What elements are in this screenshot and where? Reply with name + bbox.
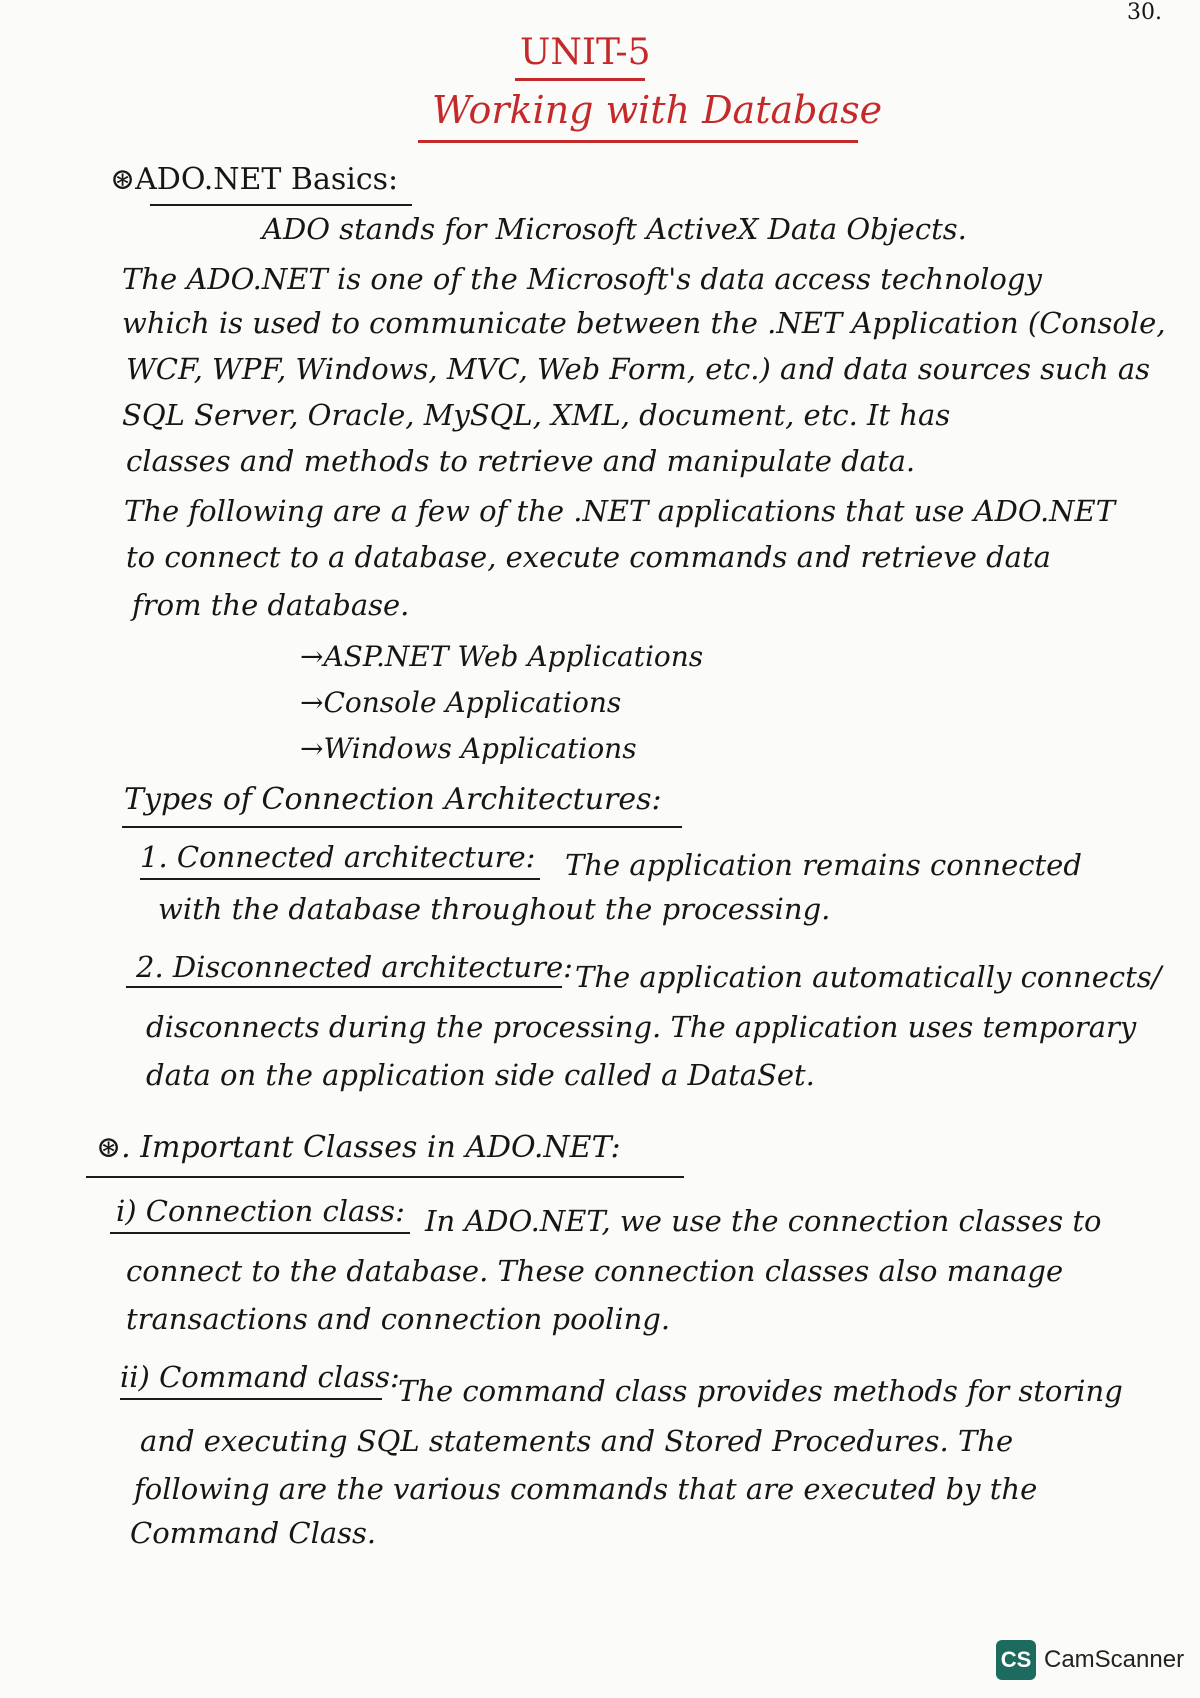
subtitle-underline: [418, 140, 858, 143]
unit-title: UNIT-5: [520, 32, 651, 73]
section-heading-connection-architectures: Types of Connection Architectures:: [124, 782, 662, 817]
body-line: following are the various commands that are executed by the: [134, 1472, 1038, 1506]
item-label: i) Connection class:: [116, 1194, 405, 1228]
heading-underline: [122, 826, 682, 828]
camscanner-logo-icon: CS: [996, 1640, 1036, 1680]
label-underline: [140, 878, 540, 880]
page-subtitle: Working with Database: [432, 88, 883, 132]
body-line: The application automatically connects/: [575, 960, 1162, 994]
body-line: to connect to a database, execute commands and retrieve data: [126, 540, 1051, 574]
body-line: The application remains connected: [565, 848, 1082, 882]
body-line: The following are a few of the .NET applications that use ADO.NET: [124, 494, 1116, 528]
item-label: 1. Connected architecture:: [140, 840, 536, 874]
heading-underline: [150, 204, 412, 206]
camscanner-name: CamScanner: [1044, 1646, 1185, 1673]
body-line: from the database.: [132, 588, 410, 622]
body-line: In ADO.NET, we use the connection classes to: [425, 1204, 1102, 1238]
item-label: 2. Disconnected architecture:: [136, 950, 573, 984]
bullet-item: →ASP.NET Web Applications: [300, 640, 704, 673]
body-line: SQL Server, Oracle, MySQL, XML, document, etc. It has: [122, 398, 951, 432]
body-line: disconnects during the processing. The application uses temporary: [146, 1010, 1137, 1044]
item-label: ii) Command class:: [120, 1360, 400, 1394]
body-line: data on the application side called a DataSet.: [146, 1058, 815, 1092]
page-number: 30.: [1127, 0, 1162, 25]
unit-title-underline: [515, 78, 645, 81]
label-underline: [120, 1398, 382, 1400]
body-line: transactions and connection pooling.: [126, 1302, 671, 1336]
label-underline: [110, 1232, 410, 1234]
bullet-item: →Windows Applications: [300, 732, 637, 765]
body-line: The ADO.NET is one of the Microsoft's data access technology: [122, 262, 1042, 296]
section-heading-important-classes: ⊛. Important Classes in ADO.NET:: [96, 1130, 621, 1165]
body-line: ADO stands for Microsoft ActiveX Data Objects.: [262, 212, 967, 246]
heading-underline: [86, 1176, 684, 1178]
body-line: classes and methods to retrieve and manipulate data.: [126, 444, 916, 478]
bullet-item: →Console Applications: [300, 686, 622, 719]
section-heading-ado-basics: ⊛ADO.NET Basics:: [110, 162, 399, 197]
body-line: which is used to communicate between the .NET Application (Console,: [122, 306, 1166, 340]
body-line: and executing SQL statements and Stored Procedures. The: [140, 1424, 1014, 1458]
camscanner-watermark: [996, 1640, 1184, 1680]
body-line: connect to the database. These connection classes also manage: [126, 1254, 1064, 1288]
body-line: Command Class.: [130, 1516, 377, 1550]
body-line: WCF, WPF, Windows, MVC, Web Form, etc.) and data sources such as: [126, 352, 1151, 386]
label-underline: [126, 986, 562, 988]
body-line: The command class provides methods for storing: [398, 1374, 1123, 1408]
body-line: with the database throughout the processing.: [158, 892, 831, 926]
